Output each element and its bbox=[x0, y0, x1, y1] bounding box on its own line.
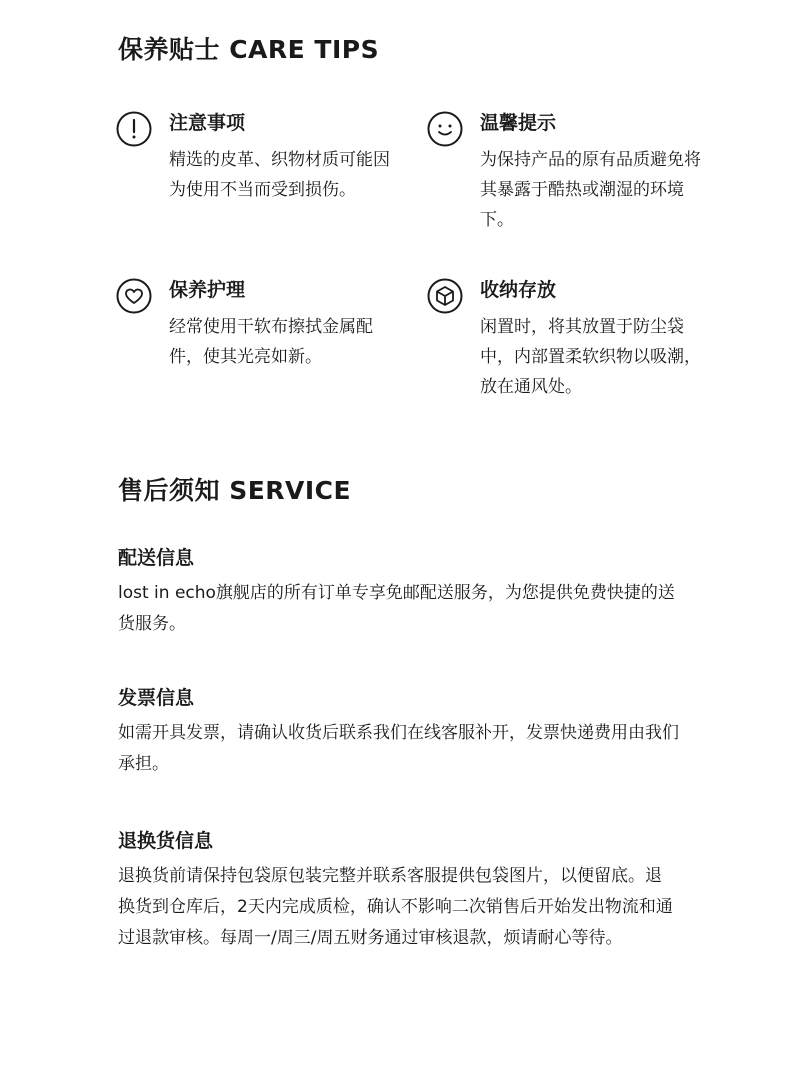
service-body: 如需开具发票，请确认收货后联系我们在线客服补开，发票快递费用由我们承担。 bbox=[118, 723, 679, 774]
tip-body: 精选的皮革、织物材质可能因为使用不当而受到损伤。 bbox=[169, 150, 390, 200]
service-invoice bbox=[118, 686, 688, 780]
tip-heading: 注意事项 bbox=[169, 112, 246, 134]
service-heading: 退换货信息 bbox=[118, 830, 214, 852]
smile-icon bbox=[427, 111, 463, 147]
service-heading: 发票信息 bbox=[118, 687, 195, 709]
service-body: lost in echo旗舰店的所有订单专享免邮配送服务，为您提供免费快捷的送货服务。 bbox=[118, 583, 675, 634]
box-icon bbox=[427, 278, 463, 314]
service-delivery bbox=[118, 546, 688, 640]
exclamation-icon bbox=[116, 111, 152, 147]
tip-heading: 保养护理 bbox=[169, 279, 246, 301]
service-title: 售后须知 SERVICE bbox=[118, 476, 352, 505]
tip-body: 闲置时，将其放置于防尘袋中，内部置柔软织物以吸潮，放在通风处。 bbox=[480, 317, 701, 397]
service-returns bbox=[118, 829, 688, 954]
tip-heading: 温馨提示 bbox=[480, 112, 557, 134]
heart-icon bbox=[116, 278, 152, 314]
service-body: 退换货前请保持包袋原包装完整并联系客服提供包袋图片，以便留底。退换货到仓库后，2天内完成质检，确认不影响二次销售后开始发出物流和通过退款审核。每周一/周三/周五财务通过审核退款，烦请耐心等待。 bbox=[118, 866, 673, 948]
tip-heading: 收纳存放 bbox=[480, 279, 557, 301]
service-heading: 配送信息 bbox=[118, 547, 195, 569]
tip-body: 经常使用干软布擦拭金属配件，使其光亮如新。 bbox=[169, 317, 373, 367]
care-tips-title: 保养贴士 CARE TIPS bbox=[118, 35, 380, 64]
tip-body: 为保持产品的原有品质避免将其暴露于酷热或潮湿的环境下。 bbox=[480, 150, 701, 230]
